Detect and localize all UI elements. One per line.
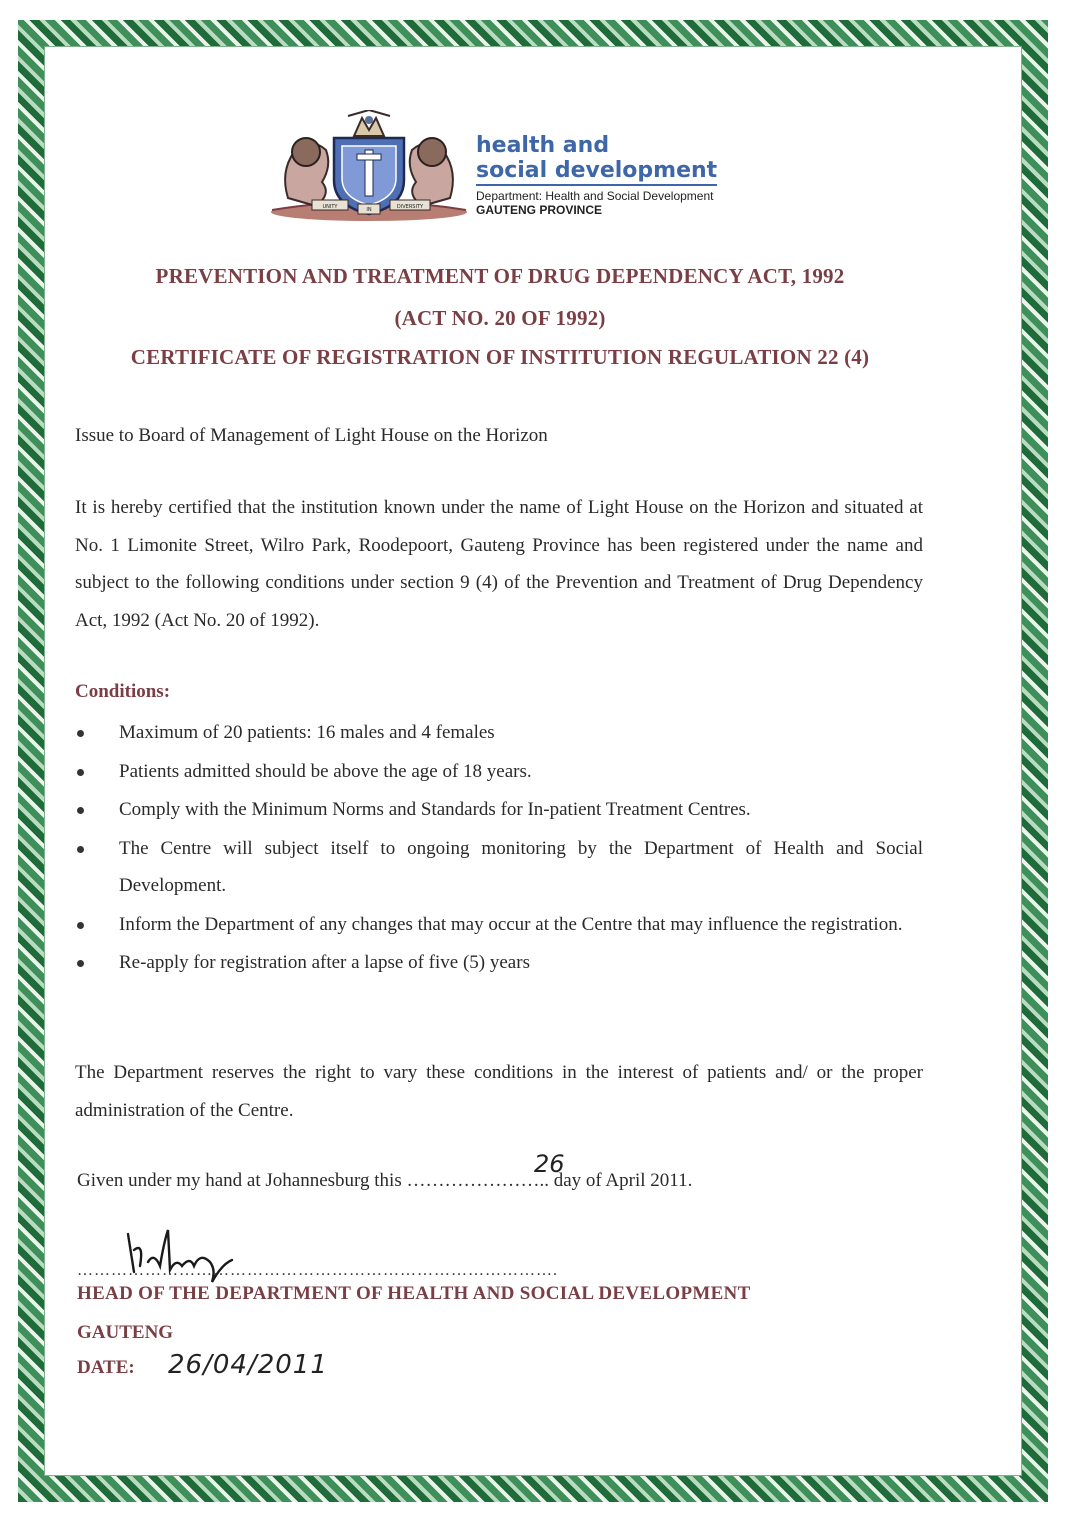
bullet-icon <box>77 922 84 929</box>
certification-paragraph: It is hereby certified that the institution known under the name of Light House on the Horizon and situated at No. 1 Limonite Street, Wilro Park, Roodepoort, Gauteng Province has been registered under the name and subject to the following conditions under section 9 (4) of the Prevention and Treatment of Drug Dependency Act, 1992 (Act No. 20 of 1992). <box>75 497 923 631</box>
conditions-heading: Conditions: <box>75 681 171 702</box>
crest-motto-diversity: DIVERSITY <box>396 204 424 210</box>
date-label: DATE: <box>77 1357 135 1378</box>
logo-department: Department: Health and Social Development <box>476 189 714 203</box>
handwritten-date: 26/04/2011 <box>168 1350 328 1380</box>
reservation-paragraph: The Department reserves the right to vary these conditions in the interest of patients and/ or the proper administration of the Centre. <box>75 1062 923 1121</box>
department-logo <box>476 133 717 217</box>
crest-motto-unity: UNITY <box>322 204 338 210</box>
coat-of-arms-icon <box>266 110 472 222</box>
given-text: Given under my hand at Johannesburg this ………………….. day of April 2011. <box>77 1170 693 1191</box>
bullet-icon <box>77 960 84 967</box>
title-certificate: CERTIFICATE OF REGISTRATION OF INSTITUTION REGULATION 22 (4) <box>130 345 870 369</box>
issue-to-line: Issue to Board of Management of Light House on the Horizon <box>75 425 548 446</box>
signatory-title: HEAD OF THE DEPARTMENT OF HEALTH AND SOCIAL DEVELOPMENT <box>77 1283 751 1304</box>
bullet-icon <box>77 769 84 776</box>
title-act-number: (ACT NO. 20 OF 1992) <box>394 306 606 330</box>
condition-item: Maximum of 20 patients: 16 males and 4 females <box>75 714 923 752</box>
title-act: PREVENTION AND TREATMENT OF DRUG DEPENDENCY ACT, 1992 <box>155 264 845 288</box>
logo-province: GAUTENG PROVINCE <box>476 203 603 217</box>
logo-name-line2: social development <box>476 159 717 186</box>
condition-item: Patients admitted should be above the age of 18 years. <box>75 753 923 791</box>
condition-item: Inform the Department of any changes that may occur at the Centre that may influence the registration. <box>75 906 923 944</box>
condition-item: Comply with the Minimum Norms and Standards for In-patient Treatment Centres. <box>75 791 923 829</box>
condition-item: Re-apply for registration after a lapse of five (5) years <box>75 944 923 982</box>
signature-dotted-line: …………………………………………………………………………. <box>77 1262 558 1279</box>
condition-item: The Centre will subject itself to ongoing monitoring by the Department of Health and Social Development. <box>75 830 923 905</box>
conditions-list <box>75 714 923 983</box>
bullet-icon <box>77 846 84 853</box>
bullet-icon <box>77 807 84 814</box>
crest-motto-in: IN <box>366 207 372 213</box>
signature-icon <box>120 1222 250 1292</box>
bullet-icon <box>77 730 84 737</box>
logo-name-line1: health and <box>476 133 610 158</box>
handwritten-day: 26 <box>534 1150 565 1178</box>
signatory-province: GAUTENG <box>77 1322 174 1343</box>
given-line <box>77 1150 693 1192</box>
